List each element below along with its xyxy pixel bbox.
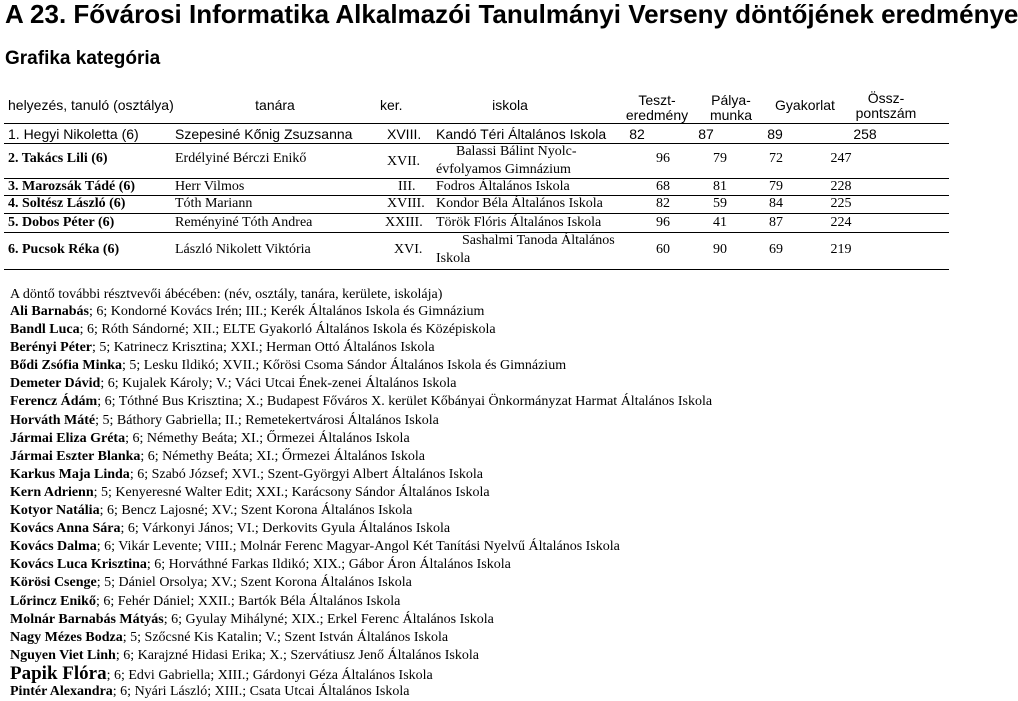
participant-item xyxy=(10,538,955,556)
row-test: 82 xyxy=(656,196,670,211)
row-school: Sashalmi Tanoda Általános Iskola xyxy=(436,233,615,266)
participant-item xyxy=(10,303,955,321)
row-school: Fodros Általános Iskola xyxy=(436,179,570,194)
participants-intro: A döntő további résztvevői ábécében: (név, osztály, tanára, kerülete, iskolája) xyxy=(10,287,443,302)
row-district: III. xyxy=(398,179,416,194)
header-work: Pálya- munka xyxy=(709,92,753,123)
participant-item xyxy=(10,520,955,538)
participant-name: Jármai Eszter Blanka xyxy=(10,448,141,464)
participant-item xyxy=(10,556,955,574)
participant-details: ; 6; Vikár Levente; VIII.; Molnár Ferenc Magyar-Angol Két Tanítási Nyelvű Általános Iskola xyxy=(96,539,620,555)
row-teacher: László Nikolett Viktória xyxy=(175,242,311,257)
participant-item xyxy=(10,629,955,647)
participant-name: Kotyor Natália xyxy=(10,503,100,519)
participant-details: ; 6; Szabó József; XVI.; Szent-Györgyi Albert Általános Iskola xyxy=(129,466,483,482)
participant-name: Lőrincz Enikő xyxy=(10,593,96,609)
header-practice: Gyakorlat xyxy=(775,97,835,113)
participant-item xyxy=(10,393,955,411)
participant-details: ; 5; Kenyeresné Walter Edit; XXI.; Karácsony Sándor Általános Iskola xyxy=(93,484,490,500)
participant-name: Kovács Luca Krisztina xyxy=(10,557,147,573)
row-school: Kandó Téri Általános Iskola xyxy=(436,126,607,142)
participant-item xyxy=(10,448,955,466)
row-work: 41 xyxy=(713,215,727,230)
participant-item xyxy=(10,357,955,375)
header-place: helyezés, tanuló (osztálya) xyxy=(8,97,174,113)
participant-item xyxy=(10,339,955,357)
table-rule xyxy=(4,269,949,270)
row-practice: 87 xyxy=(769,215,783,230)
row-place: 5. Dobos Péter (6) xyxy=(8,215,115,230)
row-total: 247 xyxy=(830,151,852,166)
participant-details: ; 6; Kujalek Károly; V.; Váci Utcai Ének-zenei Általános Iskola xyxy=(100,376,457,392)
row-teacher: Herr Vilmos xyxy=(175,179,245,194)
row-teacher: Reményiné Tóth Andrea xyxy=(175,215,313,230)
row-test: 82 xyxy=(629,126,645,142)
participant-details: ; 5; Katrinecz Krisztina; XXI.; Herman Ottó Általános Iskola xyxy=(92,340,435,356)
row-district: XVII. xyxy=(387,154,421,169)
participant-item xyxy=(10,611,955,629)
row-place: 4. Soltész László (6) xyxy=(8,196,126,211)
table-rule xyxy=(4,213,949,214)
participant-item xyxy=(10,466,955,484)
participant-item xyxy=(10,683,955,701)
participant-name: Demeter Dávid xyxy=(10,376,101,392)
row-place: 2. Takács Lili (6) xyxy=(8,151,108,166)
row-district: XXIII. xyxy=(385,215,423,230)
row-practice: 69 xyxy=(769,242,783,257)
participant-item xyxy=(10,647,955,665)
participant-details: ; 6; Némethy Beáta; XI.; Őrmezei Általános Iskola xyxy=(125,430,410,446)
participant-details: ; 6; Tóthné Bus Krisztina; X.; Budapest Főváros X. kerület Kőbányai Önkormányzat Harmat Általános Iskola xyxy=(97,394,713,410)
participant-name: Bandl Luca xyxy=(10,322,80,338)
participant-name: Jármai Eliza Gréta xyxy=(10,430,126,446)
header-teacher: tanára xyxy=(255,97,295,113)
category-title: Grafika kategória xyxy=(5,48,161,69)
row-practice: 89 xyxy=(767,126,783,142)
participant-details: ; 6; Edvi Gabriella; XIII.; Gárdonyi Géza Általános Iskola xyxy=(106,667,433,683)
participant-item xyxy=(10,430,955,448)
row-practice: 84 xyxy=(769,196,783,211)
page-title: A 23. Fővárosi Informatika Alkalmazói Tanulmányi Verseny döntőjének eredménye xyxy=(5,0,1018,29)
participants-list xyxy=(10,303,955,701)
participant-name: Nguyen Viet Linh xyxy=(10,647,116,663)
header-test: Teszt- eredmény xyxy=(625,92,689,123)
participant-details: ; 5; Dániel Orsolya; XV.; Szent Korona Általános Iskola xyxy=(96,575,412,591)
participant-details: ; 6; Várkonyi János; VI.; Derkovits Gyula Általános Iskola xyxy=(120,521,451,537)
table-rule xyxy=(4,123,949,124)
participant-details: ; 5; Báthory Gabriella; II.; Remetekertvárosi Általános Iskola xyxy=(95,412,439,428)
participant-details: ; 6; Némethy Beáta; XI.; Őrmezei Általános Iskola xyxy=(140,448,425,464)
row-school: Balassi Bálint Nyolc- évfolyamos Gimnázium xyxy=(436,144,577,177)
participant-item xyxy=(10,484,955,502)
participant-details: ; 6; Fehér Dániel; XXII.; Bartók Béla Általános Iskola xyxy=(95,593,401,609)
row-work: 79 xyxy=(713,151,727,166)
row-practice: 79 xyxy=(769,179,783,194)
row-place: 3. Marozsák Tádé (6) xyxy=(8,179,136,194)
row-test: 96 xyxy=(656,215,670,230)
participant-item xyxy=(10,321,955,339)
participant-name: Horváth Máté xyxy=(10,412,96,428)
row-district: XVIII. xyxy=(387,196,425,211)
participant-item xyxy=(10,593,955,611)
participant-details: ; 6; Gyulay Mihályné; XIX.; Erkel Ferenc Általános Iskola xyxy=(163,611,494,627)
participant-details: ; 6; Karajzné Hidasi Erika; X.; Szervátiusz Jenő Általános Iskola xyxy=(115,647,479,663)
row-total: 228 xyxy=(830,179,852,194)
row-place: 1. Hegyi Nikoletta (6) xyxy=(8,126,139,142)
row-total: 219 xyxy=(830,242,852,257)
row-test: 96 xyxy=(656,151,670,166)
row-district: XVI. xyxy=(394,242,423,257)
participant-item xyxy=(10,502,955,520)
participant-details: ; 5; Szőcsné Kis Katalin; V.; Szent István Általános Iskola xyxy=(122,629,449,645)
participant-name: Kovács Dalma xyxy=(10,539,97,555)
row-test: 60 xyxy=(656,242,670,257)
header-school: iskola xyxy=(492,97,528,113)
participant-item xyxy=(10,375,955,393)
participant-name: Bődi Zsófia Minka xyxy=(10,358,123,374)
participant-name: Ali Barnabás xyxy=(10,304,89,319)
participant-name: Ferencz Ádám xyxy=(10,394,98,410)
participant-details: ; 5; Lesku Ildikó; XVII.; Kőrösi Csoma Sándor Általános Iskola és Gimnázium xyxy=(122,358,567,374)
row-teacher: Erdélyiné Bérczi Enikő xyxy=(175,151,307,166)
participant-details: ; 6; Bencz Lajosné; XV.; Szent Korona Általános Iskola xyxy=(99,503,413,519)
participant-details: ; 6; Kondorné Kovács Irén; III.; Kerék Általános Iskola és Gimnázium xyxy=(88,304,485,319)
participant-item xyxy=(10,662,955,684)
participant-name: Berényi Péter xyxy=(10,340,93,356)
participant-item xyxy=(10,574,955,592)
row-district: XVIII. xyxy=(387,126,422,142)
row-total: 258 xyxy=(853,126,877,142)
row-school: Török Flóris Általános Iskola xyxy=(436,215,602,230)
row-school: Kondor Béla Általános Iskola xyxy=(436,196,603,211)
participant-item xyxy=(10,412,955,430)
header-district: ker. xyxy=(380,97,403,113)
participant-name: Molnár Barnabás Mátyás xyxy=(10,611,164,627)
participant-name: Pintér Alexandra xyxy=(10,683,113,699)
participant-details: ; 6; Róth Sándorné; XII.; ELTE Gyakorló Általános Iskola és Középiskola xyxy=(79,322,496,338)
participant-name: Körösi Csenge xyxy=(10,575,97,591)
header-total: Össz- pontszám xyxy=(855,90,917,121)
participant-name: Nagy Mézes Bodza xyxy=(10,629,123,645)
participant-details: ; 6; Nyári László; XIII.; Csata Utcai Általános Iskola xyxy=(112,683,410,699)
row-work: 81 xyxy=(713,179,727,194)
participant-name: Karkus Maja Linda xyxy=(10,466,130,482)
row-teacher: Tóth Mariann xyxy=(175,196,253,211)
row-practice: 72 xyxy=(769,151,783,166)
row-total: 224 xyxy=(830,215,852,230)
participant-name: Kern Adrienn xyxy=(10,484,94,500)
row-total: 225 xyxy=(830,196,852,211)
row-work: 59 xyxy=(713,196,727,211)
row-place: 6. Pucsok Réka (6) xyxy=(8,242,120,257)
row-work: 87 xyxy=(698,126,714,142)
row-work: 90 xyxy=(713,242,727,257)
row-teacher: Szepesiné Kőnig Zsuzsanna xyxy=(175,126,353,142)
participant-name: Kovács Anna Sára xyxy=(10,521,121,537)
participant-details: ; 6; Horváthné Farkas Ildikó; XIX.; Gábor Áron Általános Iskola xyxy=(146,557,511,573)
row-test: 68 xyxy=(656,179,670,194)
participant-name: Papik Flóra xyxy=(10,662,107,684)
